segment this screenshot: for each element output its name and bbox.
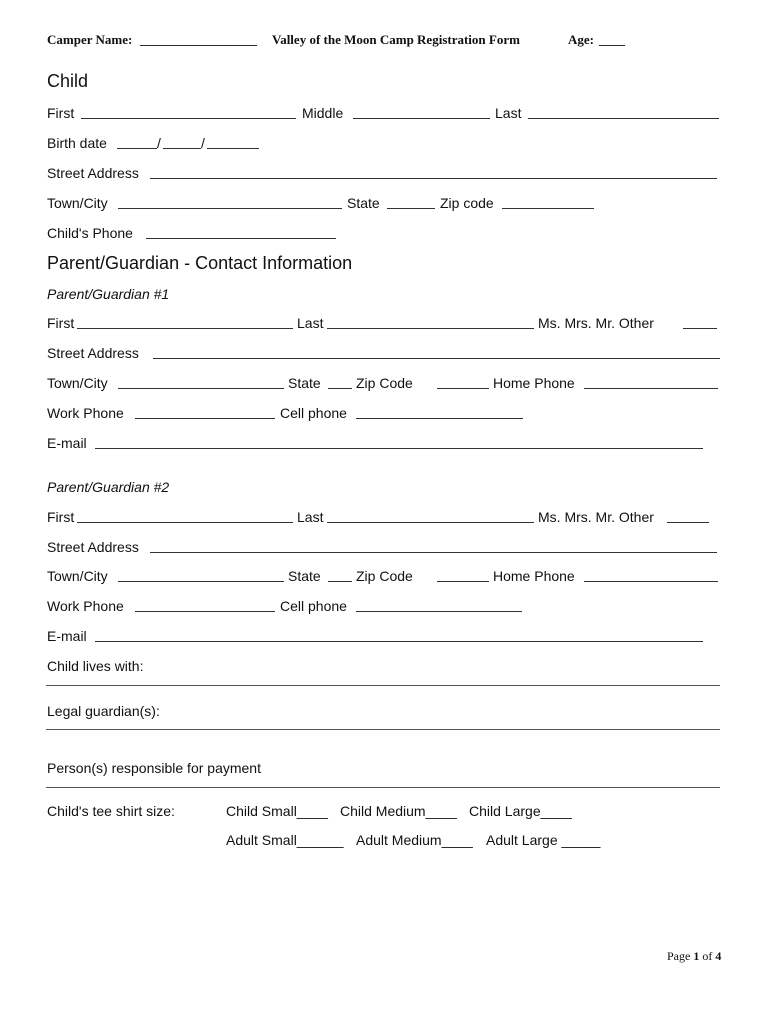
- parent2-state-field[interactable]: [328, 581, 352, 582]
- middle-label: Middle: [302, 105, 344, 121]
- child-first-field[interactable]: [81, 118, 296, 119]
- child-last-field[interactable]: [528, 118, 719, 119]
- lives-with-label: Child lives with:: [47, 658, 144, 674]
- parent1-title-field[interactable]: [683, 328, 717, 329]
- child-zip-field[interactable]: [502, 208, 594, 209]
- parent1-work-phone-field[interactable]: [135, 418, 275, 419]
- age-label: Age:: [568, 32, 594, 47]
- child-middle-field[interactable]: [353, 118, 490, 119]
- current-page: 1: [693, 949, 700, 963]
- parent1-email-field[interactable]: [95, 448, 703, 449]
- email-label: E-mail: [47, 628, 87, 644]
- work-phone-label: Work Phone: [47, 405, 124, 421]
- page-word: Page: [667, 949, 691, 963]
- town-city-label: Town/City: [47, 375, 108, 391]
- last-label: Last: [297, 509, 324, 525]
- street-address-label: Street Address: [47, 539, 139, 555]
- legal-guardian-label: Legal guardian(s):: [47, 703, 160, 719]
- parent2-email-field[interactable]: [95, 641, 703, 642]
- home-phone-label: Home Phone: [493, 568, 575, 584]
- age-field[interactable]: ____: [599, 32, 625, 47]
- birth-year-field[interactable]: [207, 148, 259, 149]
- tee-shirt-label: Child's tee shirt size:: [47, 803, 175, 819]
- camper-name-label: Camper Name:: [47, 32, 133, 47]
- parent2-heading: Parent/Guardian #2: [47, 479, 170, 495]
- child-heading: Child: [47, 71, 89, 91]
- child-state-field[interactable]: [387, 208, 435, 209]
- cell-phone-label: Cell phone: [280, 405, 347, 421]
- first-label: First: [47, 315, 75, 331]
- tee-child-small[interactable]: Child Small____: [226, 803, 328, 819]
- date-separator: /: [157, 135, 161, 151]
- parent1-town-field[interactable]: [118, 388, 284, 389]
- parent1-home-phone-field[interactable]: [584, 388, 718, 389]
- parent1-state-field[interactable]: [328, 388, 352, 389]
- parent2-title-field[interactable]: [667, 522, 709, 523]
- child-phone-field[interactable]: [146, 238, 336, 239]
- tee-adult-medium[interactable]: Adult Medium____: [356, 832, 473, 848]
- payment-label: Person(s) responsible for payment: [47, 760, 261, 776]
- of-word: of: [702, 949, 713, 963]
- page-number: [667, 949, 721, 964]
- tee-adult-small[interactable]: Adult Small______: [226, 832, 344, 848]
- zip-code-label: Zip Code: [356, 568, 413, 584]
- state-label: State: [288, 375, 321, 391]
- zip-code-label: Zip Code: [356, 375, 413, 391]
- parent1-cell-field[interactable]: [356, 418, 523, 419]
- parent2-first-field[interactable]: [77, 522, 293, 523]
- parent2-work-phone-field[interactable]: [135, 611, 275, 612]
- street-address-label: Street Address: [47, 345, 139, 361]
- home-phone-label: Home Phone: [493, 375, 575, 391]
- total-pages: 4: [715, 949, 722, 963]
- state-label: State: [288, 568, 321, 584]
- form-title: Valley of the Moon Camp Registration Form: [272, 32, 520, 47]
- legal-guardian-field[interactable]: [46, 729, 720, 730]
- parent2-zip-field[interactable]: [437, 581, 489, 582]
- email-label: E-mail: [47, 435, 87, 451]
- parent1-heading: Parent/Guardian #1: [47, 286, 170, 302]
- parent1-street-field[interactable]: [153, 358, 720, 359]
- birth-date-label: Birth date: [47, 135, 107, 151]
- first-label: First: [47, 509, 75, 525]
- street-address-label: Street Address: [47, 165, 139, 181]
- parent2-last-field[interactable]: [327, 522, 534, 523]
- cell-phone-label: Cell phone: [280, 598, 347, 614]
- parent1-last-field[interactable]: [327, 328, 534, 329]
- first-label: First: [47, 105, 75, 121]
- zip-code-label: Zip code: [440, 195, 494, 211]
- last-label: Last: [297, 315, 324, 331]
- parent1-zip-field[interactable]: [437, 388, 489, 389]
- state-label: State: [347, 195, 380, 211]
- tee-adult-large[interactable]: Adult Large _____: [486, 832, 601, 848]
- parent2-street-field[interactable]: [150, 552, 717, 553]
- parent2-town-field[interactable]: [118, 581, 284, 582]
- parent2-cell-field[interactable]: [356, 611, 522, 612]
- title-options-label: Ms. Mrs. Mr. Other: [538, 315, 654, 331]
- child-street-field[interactable]: [150, 178, 717, 179]
- child-phone-label: Child's Phone: [47, 225, 133, 241]
- birth-day-field[interactable]: [163, 148, 201, 149]
- last-label: Last: [495, 105, 522, 121]
- lives-with-field[interactable]: [46, 685, 720, 686]
- date-separator: /: [201, 135, 205, 151]
- payment-field[interactable]: [46, 787, 720, 788]
- tee-child-large[interactable]: Child Large____: [469, 803, 572, 819]
- town-city-label: Town/City: [47, 568, 108, 584]
- work-phone-label: Work Phone: [47, 598, 124, 614]
- child-town-field[interactable]: [118, 208, 342, 209]
- title-options-label: Ms. Mrs. Mr. Other: [538, 509, 654, 525]
- parent2-home-phone-field[interactable]: [584, 581, 718, 582]
- tee-child-medium[interactable]: Child Medium____: [340, 803, 457, 819]
- camper-name-field[interactable]: __________________: [140, 32, 257, 47]
- parent1-first-field[interactable]: [77, 328, 293, 329]
- town-city-label: Town/City: [47, 195, 108, 211]
- parent-heading: Parent/Guardian - Contact Information: [47, 253, 353, 273]
- birth-month-field[interactable]: [117, 148, 157, 149]
